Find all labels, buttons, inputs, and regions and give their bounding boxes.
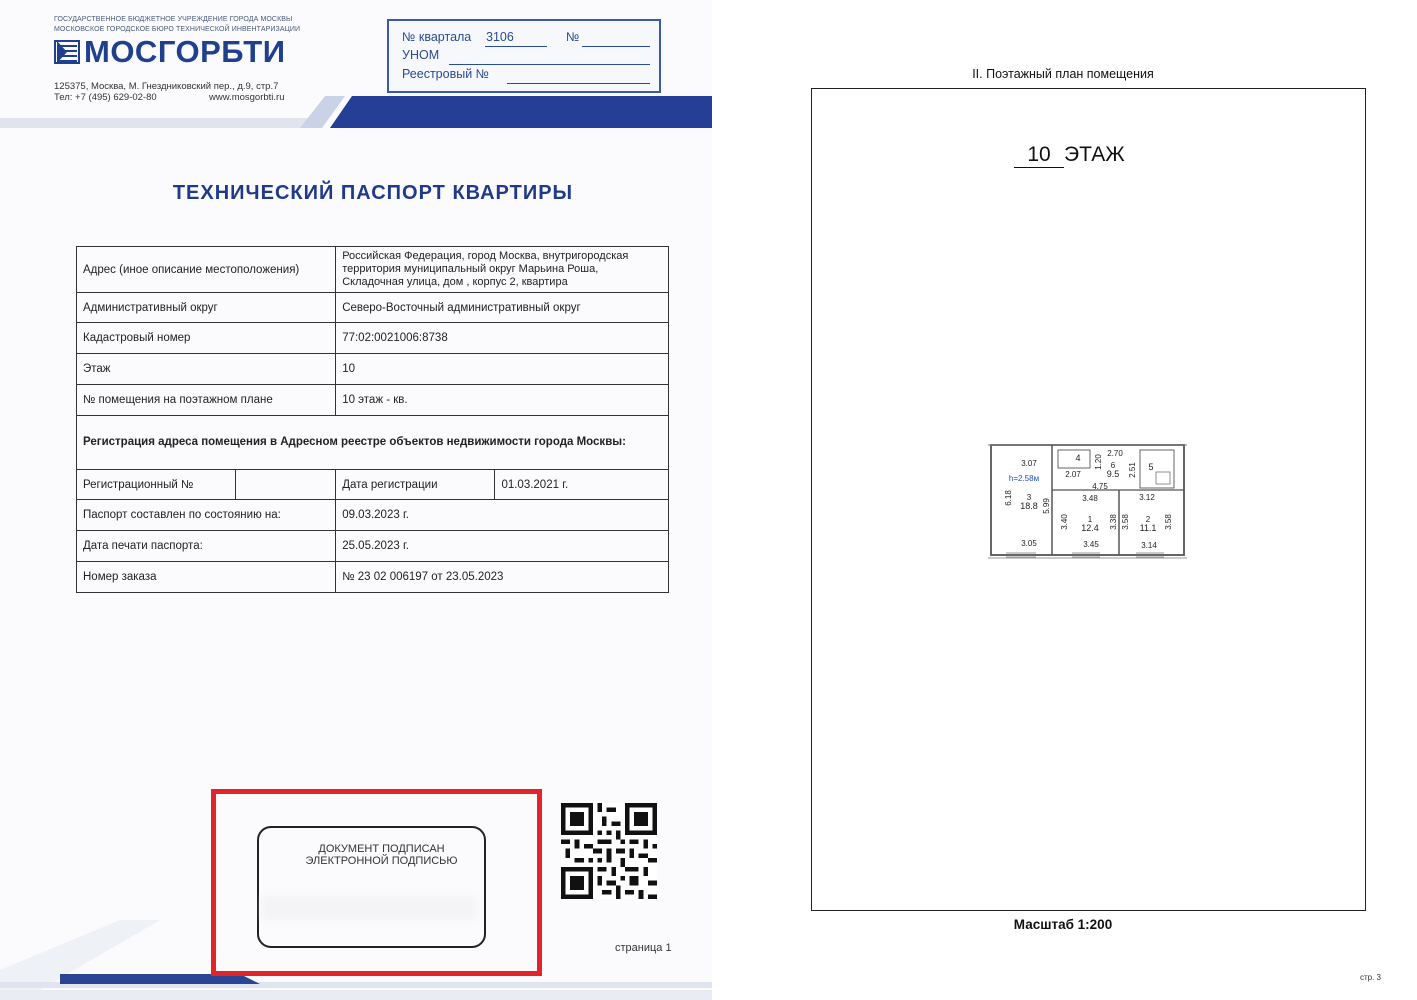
redacted-signature-details [262,896,477,920]
room-6-number: 6 [1110,461,1116,470]
address-label: Адрес (иное описание местоположения) [77,247,336,293]
org-phone: Тел: +7 (495) 629-02-80 [54,92,157,103]
room-3-area: 18.8 [1020,501,1038,511]
room-1-width-bottom: 3.45 [1083,540,1099,549]
page-number-right: стр. 3 [1360,973,1382,982]
room-5-walls [1140,450,1174,488]
table-row [77,500,669,531]
org-website: www.mosgorbti.ru [209,92,285,103]
kvartal-label: № квартала [402,30,472,44]
cadastral-value: 77:02:0021006:8738 [336,323,669,354]
order-label: Номер заказа [77,562,336,593]
state-value: 09.03.2023 г. [336,500,669,531]
print-date-value: 25.05.2023 г. [336,531,669,562]
plan-scale: Масштаб 1:200 [1013,917,1113,932]
room-2-width-top: 3.12 [1139,493,1155,502]
e-signature-text [257,843,506,867]
floor-plan-title: II. Поэтажный план помещения [972,67,1154,81]
room-3-number: 3 [1026,493,1032,502]
room-5-height: 2.51 [1128,462,1137,478]
reestr-underline [507,83,650,84]
apartment-floor-plan [988,440,1188,562]
table-row [77,385,669,416]
registration-header: Регистрация адреса помещения в Адресном реестре объектов недвижимости города Москвы: [77,416,669,470]
unom-underline [449,64,650,65]
floor-word: ЭТАЖ [1064,143,1125,166]
room-1-number: 1 [1087,515,1093,524]
room-1-area: 12.4 [1081,523,1099,533]
room-1-height-right: 3.38 [1109,514,1118,530]
passport-table [76,246,669,593]
cadastral-label: Кадастровый номер [77,323,336,354]
room-3-inner-height: 5.99 [1042,498,1051,514]
state-label: Паспорт составлен по состоянию на: [77,500,336,531]
table-row [77,562,669,593]
page-number: страница 1 [615,942,672,954]
logo-text: МОСГОРБТИ [84,34,286,69]
room-4-walls [1058,450,1090,468]
room-5-number: 5 [1148,462,1154,472]
room-1-height-left: 3.40 [1060,514,1069,530]
kvartal-value: 3106 [486,30,514,44]
room-2-number: 2 [1145,515,1151,524]
room-3-width-top: 3.07 [1021,459,1037,468]
print-date-label: Дата печати паспорта: [77,531,336,562]
room-3-width-bottom: 3.05 [1021,539,1037,548]
floor-number: 10 [1014,143,1064,168]
ceiling-height: h=2.58м [1008,474,1040,483]
document-title: ТЕХНИЧЕСКИЙ ПАСПОРТ КВАРТИРЫ [172,182,574,204]
room-2-area: 11.1 [1139,523,1157,533]
org-name-line-1: ГОСУДАРСТВЕННОЕ БЮДЖЕТНОЕ УЧРЕЖДЕНИЕ ГОРОДА МОСКВЫ [54,16,293,23]
room-3-height: 6.18 [1004,490,1013,506]
address-value: Российская Федерация, город Москва, внутригородская территория муниципальный округ Марьина Роша, Складочная улица, дом , корпус 2, квартира [336,247,669,293]
kvartal-underline [485,46,547,47]
room-2-height-right: 3.58 [1164,514,1173,530]
room-6-length: 4.75 [1092,482,1108,491]
room-2-width-bottom: 3.14 [1141,541,1157,550]
reg-date-value: 01.03.2021 г. [495,470,669,500]
qr-code-icon[interactable] [560,803,658,899]
room-number-label: № помещения на поэтажном плане [77,385,336,416]
mosgorbti-logo-icon [54,40,80,64]
room-6-area: 9.5 [1106,469,1120,479]
room-number-value: 10 этаж - кв. [336,385,669,416]
number-label: № [566,30,580,44]
unom-label: УНОМ [402,48,440,62]
number-underline [582,46,650,47]
table-row [77,293,669,323]
room-1-width-top: 3.48 [1082,494,1098,503]
floor-label [1014,143,1125,168]
okrug-label: Административный округ [77,293,336,323]
table-row [77,247,669,293]
room-6-width: 2.70 [1107,449,1123,458]
e-signature-line-1: ДОКУМЕНТ ПОДПИСАН [318,843,445,855]
reg-date-label: Дата регистрации [336,470,495,500]
table-row [77,323,669,354]
order-value: № 23 02 006197 от 23.05.2023 [336,562,669,593]
e-signature-line-2: ЭЛЕКТРОННОЙ ПОДПИСЬЮ [305,855,458,867]
okrug-value: Северо-Восточный административный округ [336,293,669,323]
floor-label: Этаж [77,354,336,385]
room-2-height-left: 3.58 [1121,514,1130,530]
room-4-number: 4 [1075,453,1081,463]
org-address: 125375, Москва, М. Гнездниковский пер., д.9, стр.7 [54,81,279,92]
reg-number-value [236,470,336,500]
floor-value: 10 [336,354,669,385]
table-row [77,531,669,562]
table-row [77,470,669,500]
registry-box [387,19,661,93]
reg-number-label: Регистрационный № [77,470,236,500]
room-6-height: 1.20 [1094,454,1103,470]
reestr-label: Реестровый № [402,67,490,81]
org-name-line-2: МОСКОВСКОЕ ГОРОДСКОЕ БЮРО ТЕХНИЧЕСКОЙ ИНВЕНТАРИЗАЦИИ [54,26,301,33]
corridor-width: 2.07 [1065,470,1081,479]
table-row [77,354,669,385]
bath-fixture [1156,472,1170,484]
table-row [77,416,669,470]
